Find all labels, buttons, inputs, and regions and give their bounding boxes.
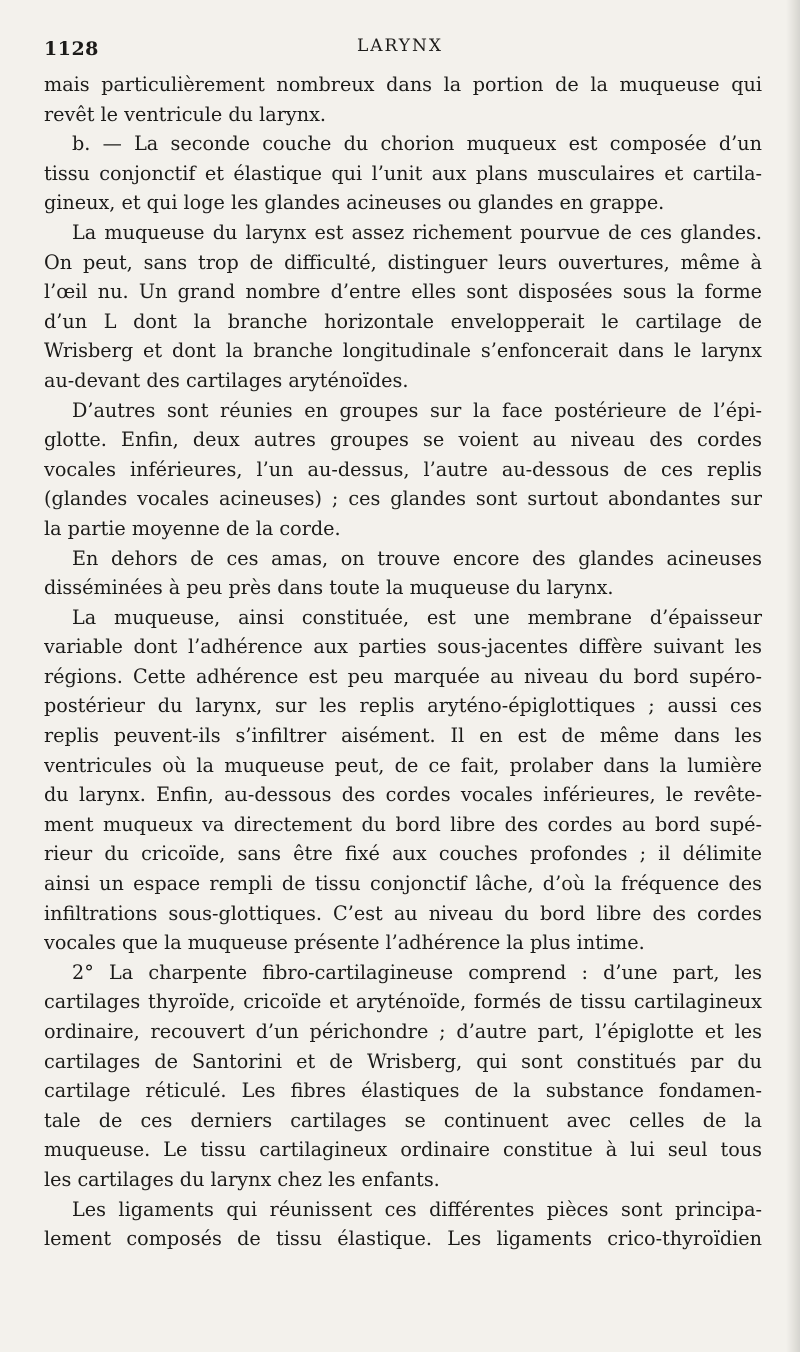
text-line: ainsi un espace rempli de tissu conjonctif lâche, d’où la fréquence des bbox=[44, 872, 762, 896]
text-line: ment muqueux va directement du bord libre des cordes au bord supé- bbox=[44, 812, 762, 836]
text-line: tale de ces derniers cartilages se continuent avec celles de la bbox=[44, 1108, 762, 1132]
text-line: Wrisberg et dont la branche longitudinale s’enfoncerait dans le larynx bbox=[44, 339, 762, 363]
text-line: cartilages de Santorini et de Wrisberg, qui sont constitués par du bbox=[44, 1049, 762, 1073]
text-line: régions. Cette adhérence est peu marquée au niveau du bord supéro- bbox=[44, 664, 762, 688]
text-line: tissu conjonctif et élastique qui l’unit aux plans musculaires et cartila- bbox=[44, 161, 762, 185]
page-header bbox=[40, 34, 760, 60]
text-line: vocales que la muqueuse présente l’adhérence la plus intime. bbox=[44, 931, 645, 955]
text-line: l’œil nu. Un grand nombre d’entre elles sont disposées sous la forme bbox=[44, 280, 762, 304]
text-line: la partie moyenne de la corde. bbox=[44, 516, 341, 540]
text-line: cartilages thyroïde, cricoïde et aryténoïde, formés de tissu cartilagineux bbox=[44, 990, 762, 1014]
page-number: 1128 bbox=[44, 38, 99, 60]
scan-edge-shadow bbox=[786, 0, 800, 1352]
text-line: ventricules où la muqueuse peut, de ce fait, prolaber dans la lumière bbox=[44, 753, 762, 777]
text-line: On peut, sans trop de difficulté, distinguer leurs ouvertures, même à bbox=[44, 250, 762, 274]
text-line: glotte. Enfin, deux autres groupes se voient au niveau des cordes bbox=[44, 428, 762, 452]
text-line: cartilage réticulé. Les fibres élastiques de la substance fondamen- bbox=[44, 1079, 762, 1103]
text-line: au-devant des cartilages aryténoïdes. bbox=[44, 368, 409, 392]
text-line: variable dont l’adhérence aux parties sous-jacentes diffère suivant les bbox=[44, 635, 762, 659]
text-line: gineux, et qui loge les glandes acineuses ou glandes en grappe. bbox=[44, 191, 665, 215]
text-line: La muqueuse du larynx est assez richement pourvue de ces glandes. bbox=[72, 220, 762, 244]
text-line: disséminées à peu près dans toute la muqueuse du larynx. bbox=[44, 576, 614, 600]
body-text bbox=[44, 70, 762, 1254]
text-line: (glandes vocales acineuses) ; ces glandes sont surtout abondantes sur bbox=[44, 487, 762, 511]
text-line: 2° La charpente fibro-cartilagineuse comprend : d’une part, les bbox=[72, 960, 762, 984]
text-line: du larynx. Enfin, au-dessous des cordes vocales inférieures, le revête- bbox=[44, 783, 762, 807]
text-line: lement composés de tissu élastique. Les ligaments crico-thyroïdien bbox=[44, 1227, 762, 1251]
text-line: les cartilages du larynx chez les enfants. bbox=[44, 1167, 440, 1191]
text-line: mais particulièrement nombreux dans la portion de la muqueuse qui bbox=[44, 73, 762, 96]
text-line: D’autres sont réunies en groupes sur la face postérieure de l’épi- bbox=[72, 398, 762, 422]
text-line: revêt le ventricule du larynx. bbox=[44, 102, 326, 126]
text-line: replis peuvent-ils s’infiltrer aisément. Il en est de même dans les bbox=[44, 724, 762, 748]
text-line: b. — La seconde couche du chorion muqueux est composée d’un bbox=[72, 132, 762, 156]
text-line: infiltrations sous-glottiques. C’est au niveau du bord libre des cordes bbox=[44, 901, 762, 925]
running-title: LARYNX bbox=[356, 36, 444, 56]
text-line: La muqueuse, ainsi constituée, est une membrane d’épaisseur bbox=[72, 605, 762, 629]
text-line: Les ligaments qui réunissent ces différentes pièces sont principa- bbox=[72, 1197, 762, 1221]
text-line: En dehors de ces amas, on trouve encore des glandes acineuses bbox=[72, 546, 762, 570]
text-line: ordinaire, recouvert d’un périchondre ; d’autre part, l’épiglotte et les bbox=[44, 1020, 762, 1043]
text-line: muqueuse. Le tissu cartilagineux ordinaire constitue à lui seul tous bbox=[44, 1138, 762, 1162]
text-line: vocales inférieures, l’un au-dessus, l’autre au-dessous de ces replis bbox=[44, 457, 762, 481]
text-line: d’un L dont la branche horizontale envelopperait le cartilage de bbox=[44, 309, 762, 333]
text-line: rieur du cricoïde, sans être fixé aux couches profondes ; il délimite bbox=[44, 842, 762, 866]
text-line: postérieur du larynx, sur les replis aryténo-épiglottiques ; aussi ces bbox=[44, 694, 762, 718]
